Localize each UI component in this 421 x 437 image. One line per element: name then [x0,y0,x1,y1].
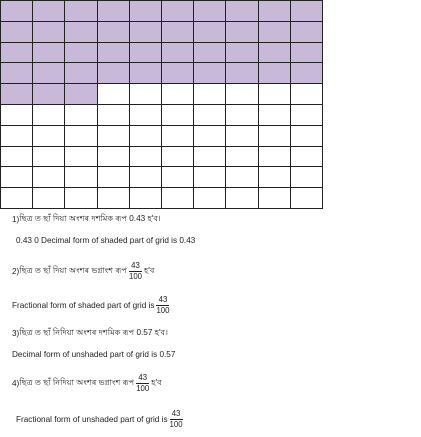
grid-cell [65,105,97,126]
grid-cell [130,167,162,188]
grid-cell [291,167,323,188]
fraction-denominator: 100 [128,271,142,281]
grid-cell-shaded [1,63,33,84]
grid-cell-shaded [1,43,33,64]
grid-cell [259,147,291,168]
grid-cell [98,105,130,126]
statement-1-number: 1) [12,215,20,224]
grid-cell-shaded [194,22,226,43]
statement-2-english [12,296,171,315]
grid-cell [130,84,162,105]
grid-cell [226,126,258,147]
grid-cell [291,147,323,168]
grid-cell [194,105,226,126]
grid-cell [98,167,130,188]
statement-4-text: ছিত্ৰ ত ছাঁ নিদিয়া অংশৰ ভগ্নাংশ ৰূপ [19,377,135,387]
grid-cell-shaded [291,43,323,64]
grid-cell-shaded [194,1,226,22]
grid-cell [1,126,33,147]
grid-cell [194,167,226,188]
grid-cell-shaded [33,84,65,105]
grid-cell [98,84,130,105]
grid-cell-shaded [33,63,65,84]
statement-4-english-fraction [170,410,183,429]
grid-cell [226,147,258,168]
grid-cell [259,105,291,126]
grid-cell-shaded [65,22,97,43]
grid-cell-shaded [162,43,194,64]
statement-3-number: 3) [12,329,20,338]
statement-2-english-fraction [156,296,169,315]
grid-cell-shaded [98,43,130,64]
statement-4-suffix: হ'ব [151,377,162,387]
grid-cell-shaded [130,22,162,43]
shaded-grid [0,0,323,209]
grid-cell [130,188,162,209]
statement-4-fraction [136,374,149,393]
grid-cell [291,105,323,126]
grid-cell-shaded [98,1,130,22]
statement-3-english-text: Decimal form of unshaded part of grid is 0.57 [12,350,176,359]
grid-cell [33,147,65,168]
statement-2-suffix: হ'ব [144,265,155,275]
grid-cell [1,147,33,168]
grid-cell [33,167,65,188]
grid-cell [226,188,258,209]
grid-cell [1,105,33,126]
grid-cell-shaded [291,22,323,43]
grid-cell-shaded [162,1,194,22]
grid-cell [33,188,65,209]
grid-cell [130,126,162,147]
fraction-numerator: 43 [131,261,140,270]
grid-cell-shaded [130,43,162,64]
grid-cell [1,167,33,188]
grid-cell-shaded [226,63,258,84]
grid-cell [33,105,65,126]
grid-cell-shaded [1,84,33,105]
grid-cell [226,84,258,105]
grid-cell [130,147,162,168]
grid-cell-shaded [162,22,194,43]
grid-cell-shaded [33,43,65,64]
statement-4-english-text: Fractional form of unshaded part of grid is [16,414,168,424]
grid-cell-shaded [65,43,97,64]
grid-cell [98,126,130,147]
statement-2-text: ছিত্ৰ ত ছাঁ দিয়া অংশৰ ভগ্নাংশ ৰূপ [19,265,127,275]
grid-cell-shaded [162,63,194,84]
fraction-numerator: 43 [138,373,148,382]
statement-3-text: ছিত্ৰ ত ছাঁ নিদিয়া অংশৰ দশমিক ৰূপ 0.57 হ'ব। [19,328,169,337]
grid-cell-shaded [98,63,130,84]
grid-cell-shaded [226,1,258,22]
grid-cell-shaded [259,43,291,64]
grid-cell [65,147,97,168]
grid-cell-shaded [65,63,97,84]
statement-1 [12,213,161,226]
grid-cell [162,188,194,209]
grid-cell [259,167,291,188]
fraction-numerator: 43 [171,409,181,418]
statement-2-fraction [129,262,142,281]
grid-cell [226,167,258,188]
grid-cell [291,84,323,105]
grid-cell [98,188,130,209]
statement-4-number: 4) [12,378,20,388]
statement-1-text: ছিত্ৰ ত ছাঁ দিয়া অংশৰ দশমিক ৰূপ 0.43 হ'ব। [19,214,161,223]
grid-cell [259,84,291,105]
grid-cell [194,188,226,209]
grid-cell [226,105,258,126]
statement-2-number: 2) [12,266,20,276]
grid-cell-shaded [33,1,65,22]
grid-cell [65,167,97,188]
grid-cell-shaded [259,1,291,22]
grid-cell-shaded [226,22,258,43]
grid-cell [259,126,291,147]
grid-cell [259,188,291,209]
grid-cell-shaded [226,43,258,64]
grid-cell [65,188,97,209]
grid-cell [162,167,194,188]
grid-cell [162,105,194,126]
grid-cell-shaded [194,43,226,64]
grid-cell [162,126,194,147]
grid-cell-shaded [259,22,291,43]
grid-cell [162,147,194,168]
statement-3-english [12,350,175,359]
grid-cell-shaded [291,1,323,22]
grid-cell-shaded [65,1,97,22]
grid-cell-shaded [194,63,226,84]
fraction-denominator: 100 [156,305,170,315]
grid-cell [194,147,226,168]
grid-cell [162,84,194,105]
statement-1-english-text: 0.43 0 Decimal form of shaded part of grid is 0.43 [16,236,196,245]
statement-1-english [16,236,195,245]
grid-cell-shaded [33,22,65,43]
grid-cell [194,126,226,147]
grid-cell [33,126,65,147]
grid-cell [65,126,97,147]
grid-cell-shaded [98,22,130,43]
grid-cell-shaded [1,1,33,22]
grid-cell-shaded [65,84,97,105]
grid-cell [194,84,226,105]
grid-cell-shaded [291,63,323,84]
grid-cell-shaded [1,22,33,43]
grid-cell [98,147,130,168]
statement-2 [12,262,154,281]
fraction-numerator: 43 [158,295,168,304]
grid-cell [130,105,162,126]
statement-2-english-text: Fractional form of shaded part of grid is [12,300,155,310]
grid-cell [291,188,323,209]
statement-4-english [16,410,185,429]
fraction-denominator: 100 [136,383,150,393]
grid-cell-shaded [130,1,162,22]
grid-cell-shaded [259,63,291,84]
statement-4 [12,374,162,393]
statement-3 [12,327,168,340]
grid-cell [1,188,33,209]
fraction-denominator: 100 [169,419,183,429]
grid-cell-shaded [130,63,162,84]
grid-cell [291,126,323,147]
